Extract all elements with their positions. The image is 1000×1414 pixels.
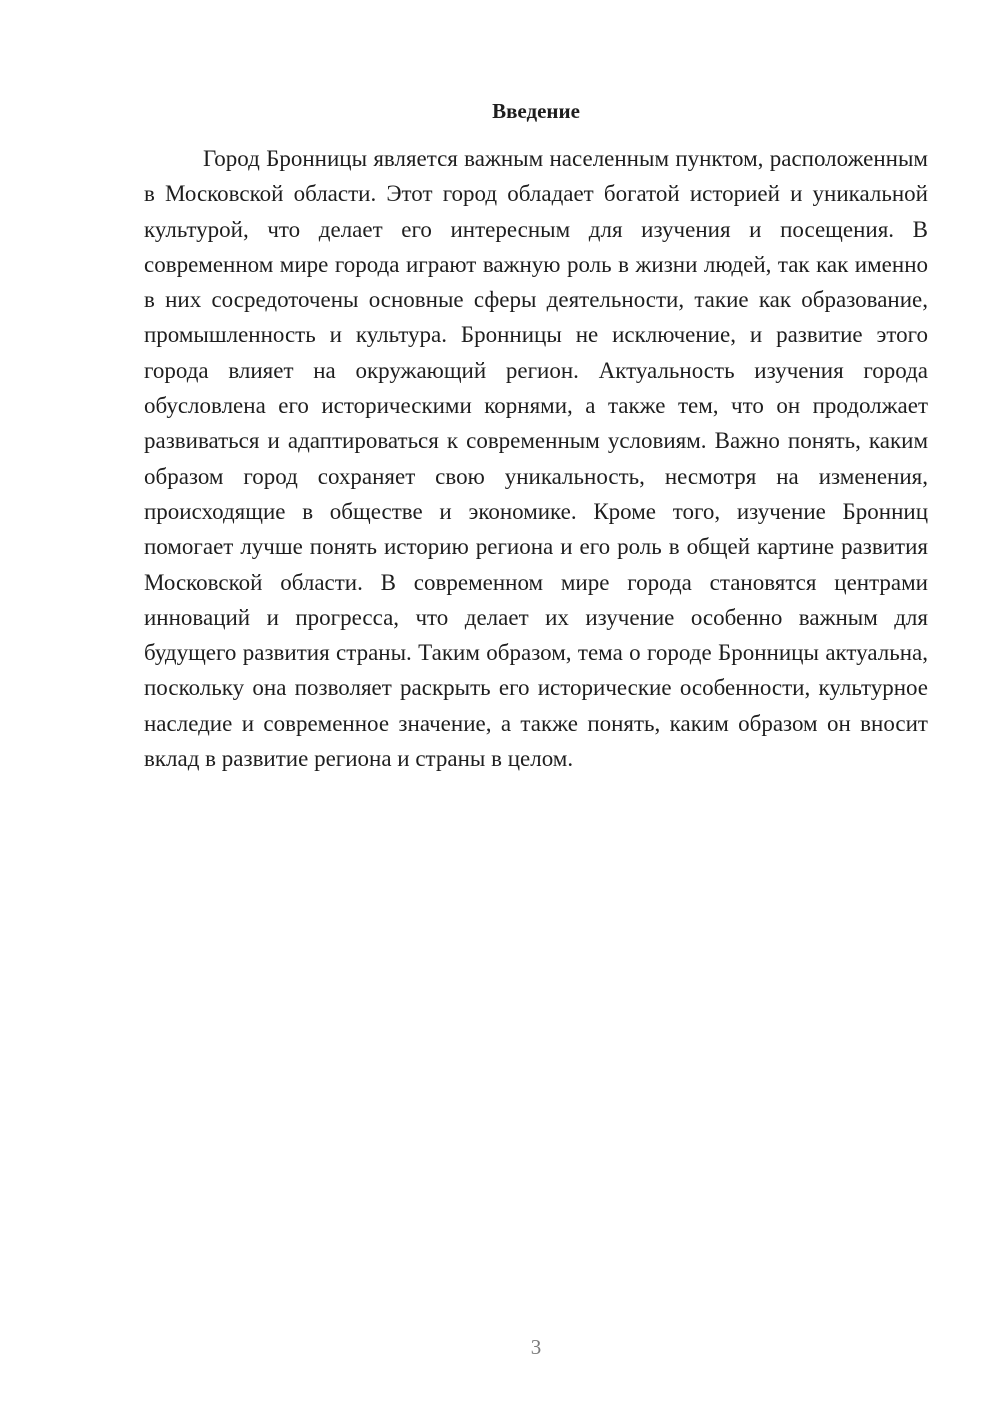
section-heading: Введение (492, 99, 580, 123)
page-number: 3 (530, 1335, 542, 1359)
intro-paragraph: Город Бронницы является важным населенным пунктом, расположенным в Московской области. Этот город обладает богатой историей и уникальной культурой, что делает его интересным для изучения и посещения. В современном мире города играют важную роль в жизни людей, так как именно в них сосредоточены основные сферы деятельности, такие как образование, промышленность и культура. Бронницы не исключение, и развитие этого города влияет на окружающий регион. Актуальность изучения города обусловлена его историческими корнями, а также тем, что он продолжает развиваться и адаптироваться к современным условиям. Важно понять, каким образом город сохраняет свою уникальность, несмотря на изменения, происходящие в обществе и экономике. Кроме того, изучение Бронниц помогает лучше понять историю региона и его роль в общей картине развития Московской области. В современном мире города становятся центрами инноваций и прогресса, что делает их изучение особенно важным для будущего развития страны. Таким образом, тема о городе Бронницы актуальна, поскольку она позволяет раскрыть его исторические особенности, культурное наследие и современное значение, а также понять, каким образом он вносит вклад в развитие региона и страны в целом. (144, 146, 928, 772)
